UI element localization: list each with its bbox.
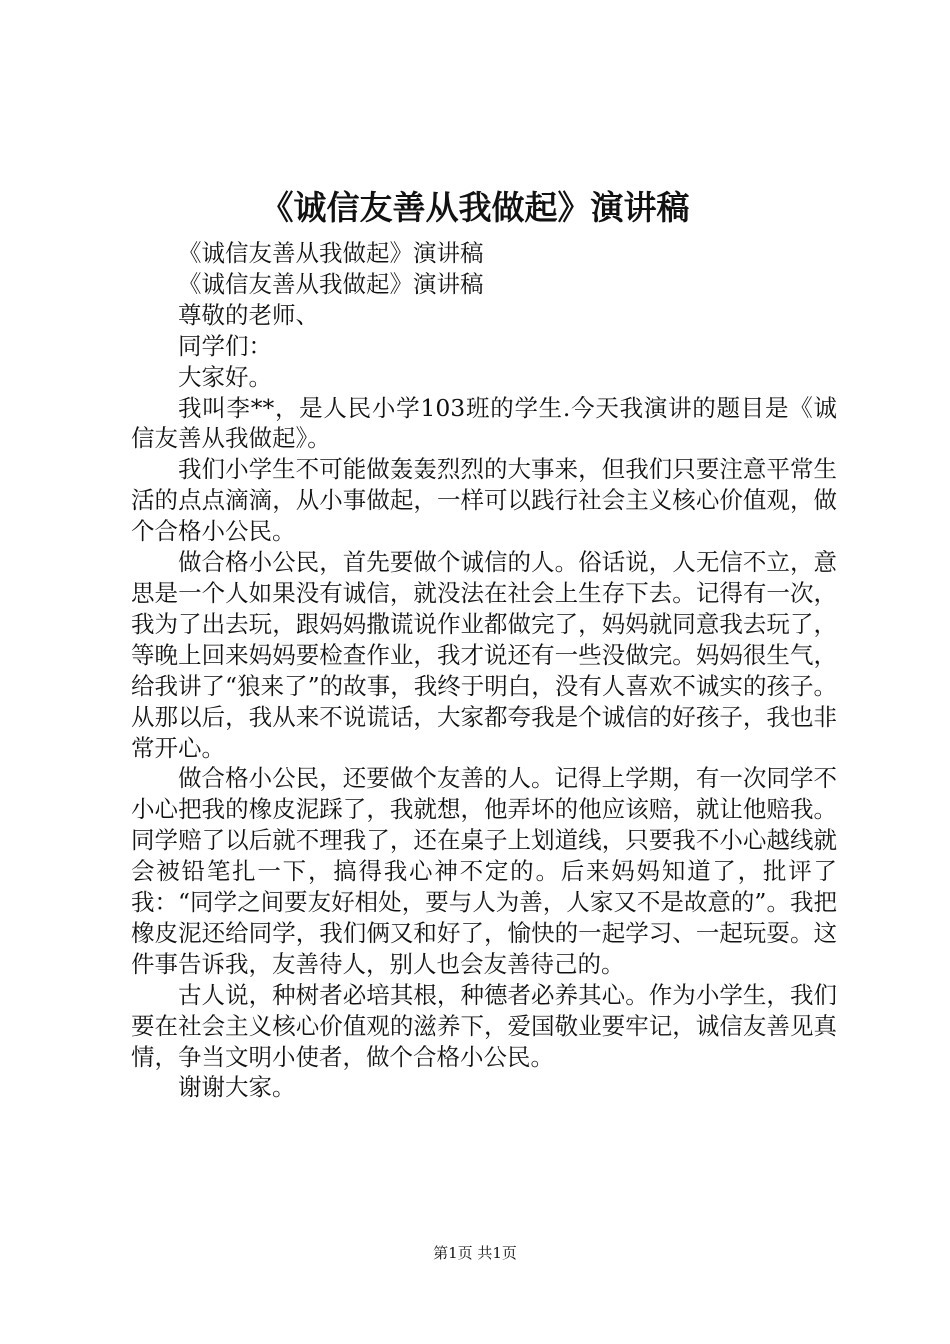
document-title: 《诚信友善从我做起》演讲稿 — [260, 188, 690, 227]
paragraph-conclusion: 古人说，种树者必培其根，种德者必养其心。作为小学生，我们要在社会主义核心价值观的滋养下，爱国敬业要牢记，诚信友善见真情，争当文明小使者，做个合格小公民。 — [131, 980, 837, 1071]
paragraph-salutation-teachers: 尊敬的老师、 — [178, 300, 319, 329]
paragraph-introduction: 我叫李**，是人民小学103班的学生.今天我演讲的题目是《诚信友善从我做起》。 — [131, 393, 837, 453]
paragraph-friendliness: 做合格小公民，还要做个友善的人。记得上学期，有一次同学不小心把我的橡皮泥踩了，我就想，他弄坏的他应该赔，就让他赔我。同学赔了以后就不理我了，还在桌子上划道线，只要我不小心越线就会被铅笔扎一下，搞得我心神不定的。后来妈妈知道了，批评了我：“同学之间要友好相处，要与人为善，人家又不是故意的”。我把橡皮泥还给同学，我们俩又和好了，愉快的一起学习、一起玩耍。这件事告诉我，友善待人，别人也会友善待己的。 — [131, 764, 837, 978]
paragraph-small-things: 我们小学生不可能做轰轰烈烈的大事来，但我们只要注意平常生活的点点滴滴，从小事做起，一样可以践行社会主义核心价值观，做个合格小公民。 — [131, 455, 837, 546]
paragraph-salutation-students: 同学们： — [178, 331, 272, 360]
paragraph-honesty: 做合格小公民，首先要做个诚信的人。俗话说，人无信不立，意思是一个人如果没有诚信，就没法在社会上生存下去。记得有一次，我为了出去玩，跟妈妈撒谎说作业都做完了，妈妈就同意我去玩了，等晚上回来妈妈要检查作业，我才说还有一些没做完。妈妈很生气，给我讲了“狼来了”的故事，我终于明白，没有人喜欢不诚实的孩子。从那以后，我从来不说谎话，大家都夸我是个诚信的好孩子，我也非常开心。 — [131, 548, 837, 762]
paragraph-subtitle-2: 《诚信友善从我做起》演讲稿 — [178, 269, 484, 298]
paragraph-subtitle-1: 《诚信友善从我做起》演讲稿 — [178, 239, 484, 267]
page-footer: 第1页 共1页 — [433, 1244, 517, 1262]
paragraph-greeting: 大家好。 — [178, 362, 272, 391]
paragraph-thanks: 谢谢大家。 — [178, 1073, 296, 1102]
document-body — [131, 238, 837, 1103]
